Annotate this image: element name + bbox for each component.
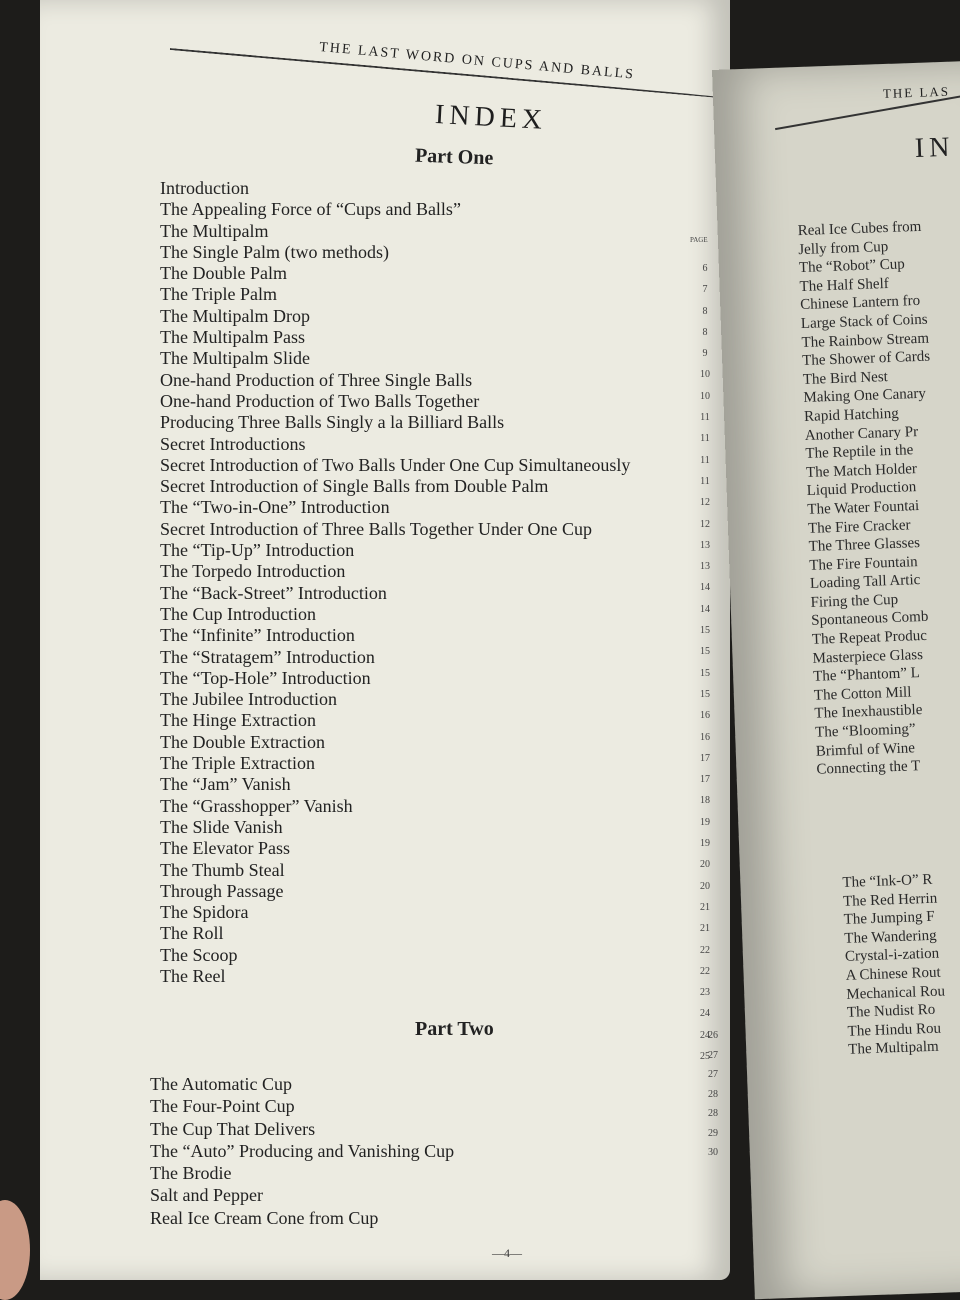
index-entry: The Spidora <box>160 902 249 923</box>
page-label: PAGE <box>690 236 708 244</box>
index-entry: The Four-Point Cup <box>150 1096 295 1117</box>
index-entry: The “Tip-Up” Introduction <box>160 540 355 561</box>
index-entry: Masterpiece Glass <box>812 646 924 667</box>
page-number: 26 <box>708 1030 718 1041</box>
part-one-page-numbers <box>700 258 710 1067</box>
index-entry: The “Back-Street” Introduction <box>160 582 387 603</box>
index-entry: The Double Extraction <box>160 731 325 752</box>
index-entry: The Jubilee Introduction <box>160 689 337 710</box>
page-number: 24 <box>700 1029 710 1041</box>
page-number: 28 <box>708 1108 718 1119</box>
page-number: 20 <box>700 880 710 892</box>
page-number: 14 <box>700 582 710 594</box>
page-number: 8 <box>702 326 708 338</box>
index-entry: Secret Introduction of Single Balls from Double Palm <box>160 476 549 497</box>
page-number: 14 <box>700 603 710 615</box>
page-number: 10 <box>700 390 710 402</box>
index-title: IN <box>914 131 955 164</box>
index-title: INDEX <box>434 99 548 136</box>
part-two-page-numbers <box>708 1026 718 1163</box>
index-entry: Crystal-i-zation <box>844 945 940 966</box>
page-number: 21 <box>700 901 710 913</box>
index-entry: Producing Three Balls Singly a la Billiard Balls <box>160 412 505 433</box>
index-entry: Introduction <box>160 178 249 198</box>
index-entry: The Hinge Extraction <box>160 710 316 731</box>
index-entry: The “Top-Hole” Introduction <box>160 667 371 688</box>
right-page <box>712 61 960 1299</box>
left-page <box>40 0 730 1280</box>
index-entry: The Cotton Mill <box>813 684 912 704</box>
page-number: 27 <box>708 1049 718 1061</box>
page-number: 28 <box>708 1088 718 1100</box>
right-list-a <box>797 218 944 780</box>
index-entry: A Chinese Rout <box>845 964 941 984</box>
part-two-heading: Part Two <box>415 1018 494 1040</box>
index-entry: The Red Herrin <box>842 890 938 910</box>
index-entry: Mechanical Rou <box>846 982 946 1003</box>
page-number: 8 <box>702 305 708 317</box>
index-entry: The Roll <box>160 923 224 944</box>
index-entry: Brimful of Wine <box>815 739 916 760</box>
thumb <box>0 1200 30 1300</box>
index-entry: Rapid Hatching <box>803 405 899 425</box>
index-entry: The Jumping F <box>843 908 935 929</box>
index-entry: Secret Introductions <box>160 433 306 454</box>
page-number: 11 <box>700 412 710 424</box>
index-entry: The Match Holder <box>805 460 918 481</box>
page-number: 16 <box>700 731 710 743</box>
part-one-heading: Part One <box>414 144 494 170</box>
index-entry: The Triple Extraction <box>160 753 315 774</box>
index-entry: The Elevator Pass <box>160 838 290 859</box>
index-entry: The Cup Introduction <box>160 603 316 624</box>
page-number: 17 <box>700 752 710 764</box>
page-number: 6 <box>702 263 708 274</box>
page-number: 13 <box>700 561 710 573</box>
index-entry: The “Ink-O” R <box>842 871 933 891</box>
index-entry: The Slide Vanish <box>160 816 283 837</box>
page-number: 18 <box>700 795 710 807</box>
right-list-b <box>842 871 947 1060</box>
page-number: 11 <box>700 475 710 487</box>
index-entry: The Automatic Cup <box>150 1074 292 1094</box>
running-head-text: THE LAS <box>882 83 951 102</box>
index-entry: Chinese Lantern fro <box>799 293 921 314</box>
index-entry: The Multipalm <box>160 220 269 241</box>
index-entry: The “Stratagem” Introduction <box>160 646 375 667</box>
page-number: 11 <box>700 454 710 466</box>
part-two-list <box>150 1073 454 1229</box>
index-entry: The Wandering <box>844 927 937 947</box>
index-entry: The Reptile in the <box>805 442 914 463</box>
index-entry: The Shower of Cards <box>801 348 931 370</box>
part-one-list <box>160 178 630 987</box>
index-entry: Loading Tall Artic <box>809 572 921 593</box>
index-entry: One-hand Production of Two Balls Together <box>160 390 480 411</box>
running-head <box>170 30 750 90</box>
page-number: 29 <box>708 1127 718 1139</box>
index-entry: Real Ice Cream Cone from Cup <box>150 1207 379 1228</box>
page-number: 15 <box>700 688 710 700</box>
index-entry: The Inexhaustible <box>814 702 923 723</box>
index-entry: The “Grasshopper” Vanish <box>160 795 353 816</box>
index-entry: Real Ice Cubes from <box>797 218 922 240</box>
index-entry: The “Robot” Cup <box>798 256 906 277</box>
page-number: 13 <box>700 539 710 551</box>
page-number: 15 <box>700 646 710 658</box>
page-number: 20 <box>700 859 710 871</box>
page-number: 23 <box>700 987 710 999</box>
index-entry: The Nudist Ro <box>846 1001 936 1022</box>
index-entry: Firing the Cup <box>810 591 899 611</box>
index-entry: The Hindu Rou <box>847 1020 942 1040</box>
index-entry: Salt and Pepper <box>150 1185 263 1206</box>
page-number: 30 <box>708 1147 718 1158</box>
index-entry: Making One Canary <box>803 386 927 407</box>
index-entry: The “Phantom” L <box>812 665 921 686</box>
index-entry: The Repeat Produc <box>811 627 928 648</box>
index-entry: The Fire Fountain <box>809 553 918 574</box>
index-entry: The Single Palm (two methods) <box>160 241 389 262</box>
index-entry: The Brodie <box>150 1163 232 1184</box>
index-entry: Secret Introduction of Two Balls Under One Cup Simultaneously <box>160 454 631 475</box>
page-number: 22 <box>700 965 710 977</box>
index-entry: The Water Fountai <box>807 497 920 518</box>
index-entry: The Multipalm <box>848 1039 939 1059</box>
page-number: 27 <box>708 1069 718 1080</box>
index-entry: The Torpedo Introduction <box>160 561 346 582</box>
page-number: 24 <box>700 1008 710 1020</box>
index-entry: Through Passage <box>160 880 284 901</box>
page-number: 22 <box>700 944 710 956</box>
index-entry: The Scoop <box>160 944 238 965</box>
index-entry: The Multipalm Drop <box>160 305 310 326</box>
page-number: 16 <box>700 710 710 722</box>
index-entry: The Appealing Force of “Cups and Balls” <box>160 199 461 220</box>
page-number: 11 <box>700 433 710 445</box>
index-entry: The “Infinite” Introduction <box>160 625 355 646</box>
index-entry: The Multipalm Pass <box>160 327 305 348</box>
page-number: 15 <box>700 667 710 679</box>
page-number: 21 <box>700 923 710 935</box>
index-entry: Connecting the T <box>816 758 921 778</box>
page-number: 12 <box>700 518 710 530</box>
index-entry: The Double Palm <box>160 263 287 284</box>
page-folio: —4— <box>492 1246 522 1260</box>
index-entry: The “Auto” Producing and Vanishing Cup <box>150 1140 455 1161</box>
index-entry: The “Jam” Vanish <box>160 774 291 795</box>
page-number: 25 <box>700 1050 710 1062</box>
index-entry: The “Blooming” <box>814 721 916 741</box>
page-number: 19 <box>700 816 710 828</box>
index-entry: The Fire Cracker <box>807 516 911 537</box>
page-number: 10 <box>700 369 710 381</box>
index-entry: Large Stack of Coins <box>800 311 928 333</box>
index-entry: The Thumb Steal <box>160 859 285 880</box>
index-entry: The Bird Nest <box>802 368 889 388</box>
index-entry: The Triple Palm <box>160 284 278 305</box>
index-entry: The Half Shelf <box>799 275 889 295</box>
index-entry: The Multipalm Slide <box>160 348 310 369</box>
index-entry: The Rainbow Stream <box>801 330 930 351</box>
index-entry: Secret Introduction of Three Balls Together Under One Cup <box>160 518 592 539</box>
page-number: 15 <box>700 625 710 637</box>
index-entry: Spontaneous Comb <box>811 609 929 630</box>
running-head-text: THE LAST WORD ON CUPS AND BALLS <box>318 40 636 83</box>
index-entry: Liquid Production <box>806 479 917 500</box>
page-number: 19 <box>700 838 710 850</box>
page-number: 9 <box>702 348 708 360</box>
index-entry: The Cup That Delivers <box>150 1118 316 1139</box>
index-entry: The “Two-in-One” Introduction <box>160 497 390 518</box>
index-entry: Jelly from Cup <box>798 238 889 258</box>
index-entry: One-hand Production of Three Single Balls <box>160 369 473 390</box>
index-entry: The Reel <box>160 965 226 986</box>
page-number: 12 <box>700 497 710 509</box>
index-entry: Another Canary Pr <box>804 423 919 444</box>
page-number: 17 <box>700 774 710 786</box>
index-entry: The Three Glasses <box>808 535 921 556</box>
page-number: 7 <box>702 284 708 296</box>
